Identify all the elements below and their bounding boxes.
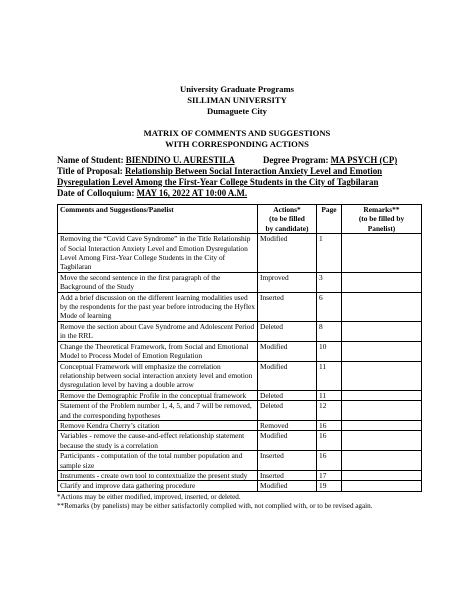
table-row [58, 361, 422, 390]
page-cell: 8 [317, 321, 342, 341]
remarks-cell [342, 451, 422, 471]
program-value: MA PSYCH (CP) [330, 155, 398, 165]
page-cell: 19 [317, 481, 342, 491]
remarks-cell [342, 272, 422, 292]
action-cell: Modified [258, 361, 317, 390]
table-row [58, 481, 422, 491]
comment-cell: Remove the Demographic Profile in the conceptual framework [58, 390, 258, 400]
action-cell: Inserted [258, 470, 317, 480]
action-cell: Modified [258, 481, 317, 491]
student-name: BIENDINO U. AURESTILA [125, 155, 235, 165]
table-row [58, 272, 422, 292]
remarks-cell [342, 420, 422, 430]
header-actions-line3: by candidate) [265, 223, 309, 233]
action-cell: Deleted [258, 321, 317, 341]
student-label: Name of Student: [57, 155, 124, 165]
comment-cell: Removing the “Covid Cave Syndrome” in the Title Relationship of Social Interaction Anxiety Level and Emotion Dysregulation Level Among First-Year College Students in the City of Tagbilaran [58, 234, 258, 273]
table-header-row [58, 205, 422, 234]
page-cell: 6 [317, 292, 342, 321]
colloquium-label: Date of Colloquium: [57, 188, 135, 198]
comment-cell: Clarify and improve data gathering procedure [58, 481, 258, 491]
action-cell: Deleted [258, 390, 317, 400]
table-row [58, 431, 422, 451]
header-actions-line2: (to be filled [269, 214, 305, 224]
remarks-cell [342, 431, 422, 451]
student-info-row [57, 155, 397, 166]
table-row [58, 470, 422, 480]
remarks-cell [342, 292, 422, 321]
action-cell: Removed [258, 420, 317, 430]
page-cell: 10 [317, 341, 342, 361]
header-remarks-line3: Panelist) [367, 223, 396, 233]
program-label: Degree Program: [262, 155, 329, 165]
remarks-cell [342, 321, 422, 341]
page-cell: 16 [317, 451, 342, 471]
action-cell: Inserted [258, 451, 317, 471]
action-cell: Modified [258, 234, 317, 273]
header-page: Page [317, 205, 342, 234]
remarks-cell [342, 341, 422, 361]
comment-cell: Remove Kendra Cherry’s citation [58, 420, 258, 430]
comment-cell: Change the Theoretical Framework, from Social and Emotional Model to Process Model of Emotion Regulation [58, 341, 258, 361]
comment-cell: Remove the section about Cave Syndrome and Adolescent Period in the RRL [58, 321, 258, 341]
table-row [58, 234, 422, 273]
page-cell: 17 [317, 470, 342, 480]
proposal-title-line2: Dysregulation Level Among the First-Year College Students in the City of Tagbilaran [57, 177, 379, 187]
footnotes [57, 493, 372, 512]
document-title-line2: WITH CORRESPONDING ACTIONS [165, 139, 309, 149]
action-cell: Modified [258, 431, 317, 451]
comment-cell: Conceptual Framework will emphasize the correlation relationship between social interaction anxiety level and emotion dysregulation level by having a double arrow [58, 361, 258, 390]
header-university-programs: University Graduate Programs [180, 84, 294, 94]
proposal-row-2 [57, 177, 378, 188]
proposal-title-line1: Relationship Between Social Interaction Anxiety Level and Emotion [124, 166, 383, 176]
comment-cell: Move the second sentence in the first paragraph of the Background of the Study [58, 272, 258, 292]
table-row [58, 292, 422, 321]
table-row [58, 321, 422, 341]
table-row [58, 341, 422, 361]
header-university-name: SILLIMAN UNIVERSITY [187, 95, 287, 105]
remarks-cell [342, 361, 422, 390]
comment-cell: Statement of the Problem number 1, 4, 5, and 7 will be removed, and the corresponding hypotheses [58, 401, 258, 421]
actions-footnote: *Actions may be either modified, improved, inserted, or deleted. [57, 493, 241, 501]
comment-cell: Instruments - create own tool to contextualize the present study [58, 470, 258, 480]
page-cell: 12 [317, 401, 342, 421]
header-remarks-line1: Remarks** [363, 205, 400, 214]
comment-cell: Participants - computation of the total number population and sample size [58, 451, 258, 471]
proposal-label: Title of Proposal: [57, 166, 123, 176]
remarks-cell [342, 390, 422, 400]
header-comments: Comments and Suggestions/Panelist [58, 205, 258, 234]
page-cell: 3 [317, 272, 342, 292]
header-city: Dumaguete City [207, 106, 267, 116]
header-remarks-line2: (to be filled by [358, 214, 405, 224]
page-cell: 11 [317, 390, 342, 400]
header-remarks [342, 205, 422, 234]
remarks-footnote: **Remarks (by panelists) may be either satisfactorily complied with, not complied with, or to be revised again. [57, 502, 373, 511]
comment-cell: Add a brief discussion on the different learning modalities used by the respondents for the past year before introducing the Hyflex Mode of learning [58, 292, 258, 321]
page-cell: 16 [317, 420, 342, 430]
table-row [58, 451, 422, 471]
remarks-cell [342, 481, 422, 491]
proposal-row [57, 166, 382, 177]
colloquium-row [57, 188, 247, 199]
table-row [58, 420, 422, 430]
remarks-cell [342, 401, 422, 421]
table-row [58, 401, 422, 421]
action-cell: Improved [258, 272, 317, 292]
page-cell: 11 [317, 361, 342, 390]
action-cell: Modified [258, 341, 317, 361]
header-actions-line1: Actions* [273, 205, 301, 214]
page-cell: 16 [317, 431, 342, 451]
comments-matrix-table [57, 204, 422, 492]
remarks-cell [342, 234, 422, 273]
action-cell: Inserted [258, 292, 317, 321]
comment-cell: Variables - remove the cause-and-effect relationship statement because the study is a correlation [58, 431, 258, 451]
action-cell: Deleted [258, 401, 317, 421]
colloquium-date: MAY 16, 2022 AT 10:00 A.M. [136, 188, 248, 198]
page-cell: 1 [317, 234, 342, 273]
header-actions [258, 205, 317, 234]
remarks-cell [342, 470, 422, 480]
document-title-line1: MATRIX OF COMMENTS AND SUGGESTIONS [143, 128, 331, 138]
table-row [58, 390, 422, 400]
